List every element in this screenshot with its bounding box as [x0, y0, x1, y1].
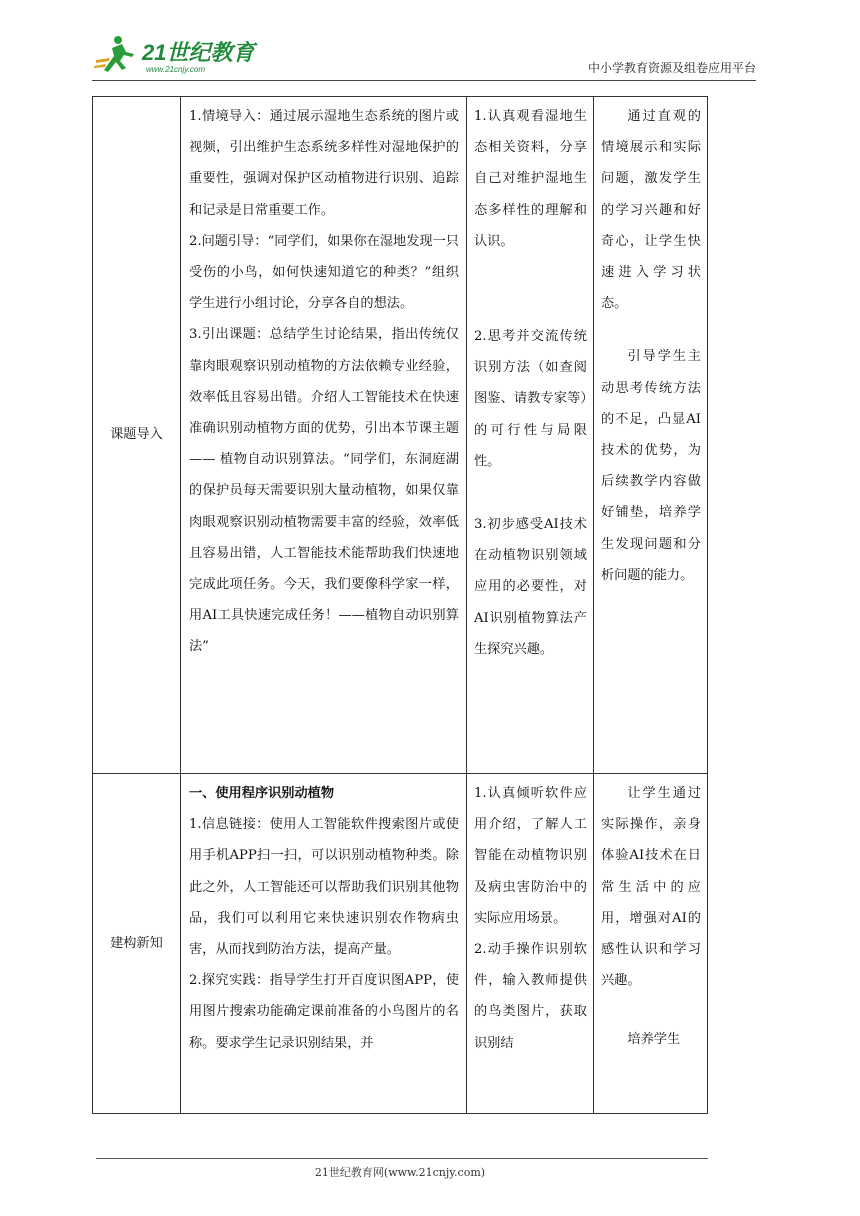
student-paragraph: 2.思考并交流传统识别方法（如查阅图鉴、请教专家等）的可行性与局限性。: [474, 329, 587, 469]
row-label: 课题导入: [93, 97, 181, 774]
student-paragraph: 2.动手操作识别软件，输入教师提供的鸟类图片，获取识别结: [474, 942, 587, 1051]
teacher-paragraph: 1.信息链接：使用人工智能软件搜索图片或使用手机APP扫一扫，可以识别动植物种类。除此之外，人工智能还可以帮助我们识别其他物品，我们可以利用它来快速识别农作物病虫害，从而找到防治方法，提高产量。: [189, 817, 459, 958]
page-footer: 21世纪教育网(www.21cnjy.com): [314, 1166, 486, 1179]
intent-paragraph: 让学生通过实际操作，亲身体验AI技术在日常生活中的应用，增强对AI的感性认识和学习兴趣。: [601, 786, 701, 989]
design-intent-cell: [594, 97, 708, 774]
section-heading: 一、使用程序识别动植物: [189, 786, 335, 801]
student-paragraph: 1.认真观看湿地生态相关资料，分享自己对维护湿地生态多样性的理解和认识。: [474, 109, 587, 249]
teacher-paragraph: 2.问题引导：“同学们，如果你在湿地发现一只受伤的小鸟，如何快速知道它的种类？”组织学生进行小组讨论，分享各自的想法。: [189, 233, 459, 312]
student-activity-cell: [467, 97, 594, 774]
teacher-paragraph: 1.情境导入：通过展示湿地生态系统的图片或视频，引出维护生态系统多样性对湿地保护的重要性，强调对保护区动植物进行识别、追踪和记录是日常重要工作。: [189, 109, 459, 218]
footer-divider: [96, 1158, 708, 1159]
teacher-paragraph: 2.探究实践：指导学生打开百度识图APP，使用图片搜索功能确定课前准备的小鸟图片的名称。要求学生记录识别结果，并: [189, 973, 459, 1051]
logo-icon: [92, 30, 262, 78]
intent-paragraph: 引导学生主动思考传统方法的不足，凸显AI技术的优势，为后续教学内容做好铺垫，培养学生发现问题和分析问题的能力。: [601, 349, 701, 583]
logo-text: 21世纪教育: [142, 40, 255, 65]
row-label: 建构新知: [93, 774, 181, 1114]
page-header: [92, 30, 756, 81]
logo-url: www.21cnjy.com: [146, 65, 205, 74]
table-row: [93, 774, 708, 1114]
teacher-paragraph: 3.引出课题：总结学生讨论结果，指出传统仅靠肉眼观察识别动植物的方法依赖专业经验，效率低且容易出错。介绍人工智能技术在快速准确识别动植物方面的优势，引出本节课主题 —— 植物自动识别算法。“同学们，东洞庭湖的保护员每天需要识别大量动植物，如果仅靠肉眼观察识别动植物需要丰富的经验，效率低且容易出错，人工智能技术能帮助我们快速地完成此项任务。今天，我们要像科学家一样，用AI工具快速完成任务！——植物自动识别算法”: [189, 327, 459, 655]
design-intent-cell: [594, 774, 708, 1114]
intent-paragraph: 培养学生: [627, 1032, 681, 1048]
student-activity-cell: [467, 774, 594, 1114]
intent-paragraph: 通过直观的情境展示和实际问题，激发学生的学习兴趣和好奇心，让学生快速进入学习状态。: [601, 109, 701, 312]
platform-name: 中小学教育资源及组卷应用平台: [587, 61, 756, 75]
student-paragraph: 1.认真倾听软件应用介绍，了解人工智能在动植物识别及病虫害防治中的实际应用场景。: [474, 786, 587, 926]
teacher-activity-cell: [181, 774, 467, 1114]
student-paragraph: 3.初步感受AI技术在动植物识别领域应用的必要性，对AI识别植物算法产生探究兴趣。: [474, 517, 587, 657]
teacher-activity-cell: [181, 97, 467, 774]
table-row: [93, 97, 708, 774]
lesson-plan-table: [92, 96, 708, 1114]
